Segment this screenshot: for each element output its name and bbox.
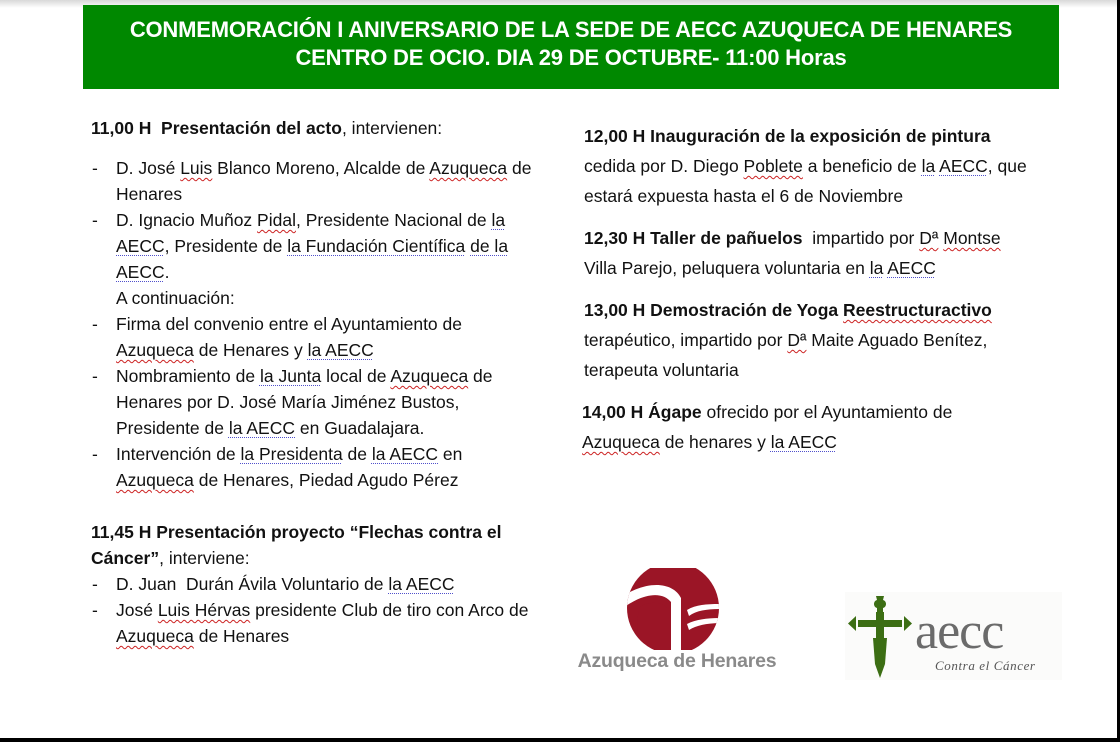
- event-agape: [582, 397, 1034, 457]
- event-time-title: 11,00 H Presentación del acto: [91, 118, 342, 138]
- banner-title-line2: CENTRO DE OCIO. DIA 29 DE OCTUBRE- 11:00 Horas: [295, 45, 847, 70]
- list-item: - D. Ignacio Muñoz Pidal, Presidente Nacional de la AECC, Presidente de la Fundación Científica de la AECC.: [91, 207, 541, 285]
- event-suffix: , interviene:: [159, 548, 250, 568]
- flechas-speakers-list: [91, 571, 541, 649]
- event-description: terapéutico, impartido por Dª Maite Aguado Benítez, terapeuta voluntaria: [584, 330, 988, 380]
- event-time-title: 13,00 H Demostración de Yoga Reestructuractivo: [584, 300, 992, 320]
- event-presentacion-heading: [91, 115, 541, 141]
- aecc-wordmark: aecc: [915, 603, 1004, 660]
- event-yoga: [584, 295, 1034, 385]
- list-item: - Nombramiento de la Junta local de Azuqueca de Henares por D. José María Jiménez Bustos, Presidente de la AECC en Guadalajara.: [91, 363, 541, 441]
- azuqueca-logo-caption: Azuqueca de Henares: [577, 650, 777, 672]
- bottom-edge-border: [0, 738, 1120, 742]
- event-taller: [584, 223, 1034, 283]
- event-time-title: 14,00 H Ágape: [582, 402, 702, 422]
- aecc-logo: [845, 592, 1062, 680]
- aecc-tagline: Contra el Cáncer: [935, 658, 1036, 673]
- event-time-title: 12,00 H Inauguración de la exposición de pintura: [584, 126, 991, 146]
- azuqueca-emblem-icon: [563, 568, 791, 650]
- left-column: [91, 115, 541, 649]
- acts-list: [91, 311, 541, 493]
- list-item: - D. José Luis Blanco Moreno, Alcalde de Azuqueca de Henares: [91, 155, 541, 207]
- santiago-cross-icon: [845, 592, 915, 680]
- event-exposicion: [584, 121, 1034, 211]
- speakers-list: [91, 155, 541, 285]
- right-column: [584, 121, 1034, 469]
- list-item: - José Luis Hérvas presidente Club de tiro con Arco de Azuqueca de Henares: [91, 597, 541, 649]
- event-suffix: , intervienen:: [341, 118, 443, 138]
- event-description: ofrecido por el Ayuntamiento de Azuqueca de henares y la AECC: [582, 402, 953, 452]
- list-item: - D. Juan Durán Ávila Voluntario de la AECC: [91, 571, 541, 597]
- event-description: impartido por Dª Montse Villa Parejo, peluquera voluntaria en la AECC: [584, 228, 1001, 278]
- title-banner: [83, 5, 1059, 89]
- event-description: cedida por D. Diego Poblete a beneficio de la AECC, que estará expuesta hasta el 6 de Noviembre: [584, 156, 1027, 206]
- azuqueca-logo: [563, 568, 791, 678]
- event-time-title: 12,30 H Taller de pañuelos: [584, 228, 803, 248]
- event-time-title: 11,45 H Presentación proyecto “Flechas contra el Cáncer”: [91, 522, 502, 568]
- list-item: - Firma del convenio entre el Ayuntamiento de Azuqueca de Henares y la AECC: [91, 311, 541, 363]
- continuation-label: A continuación:: [116, 288, 235, 308]
- banner-title-line1: CONMEMORACIÓN I ANIVERSARIO DE LA SEDE DE AECC AZUQUECA DE HENARES: [129, 17, 1013, 42]
- event-flechas-heading: [91, 519, 541, 571]
- list-item: - Intervención de la Presidenta de la AECC en Azuqueca de Henares, Piedad Agudo Pérez: [91, 441, 541, 493]
